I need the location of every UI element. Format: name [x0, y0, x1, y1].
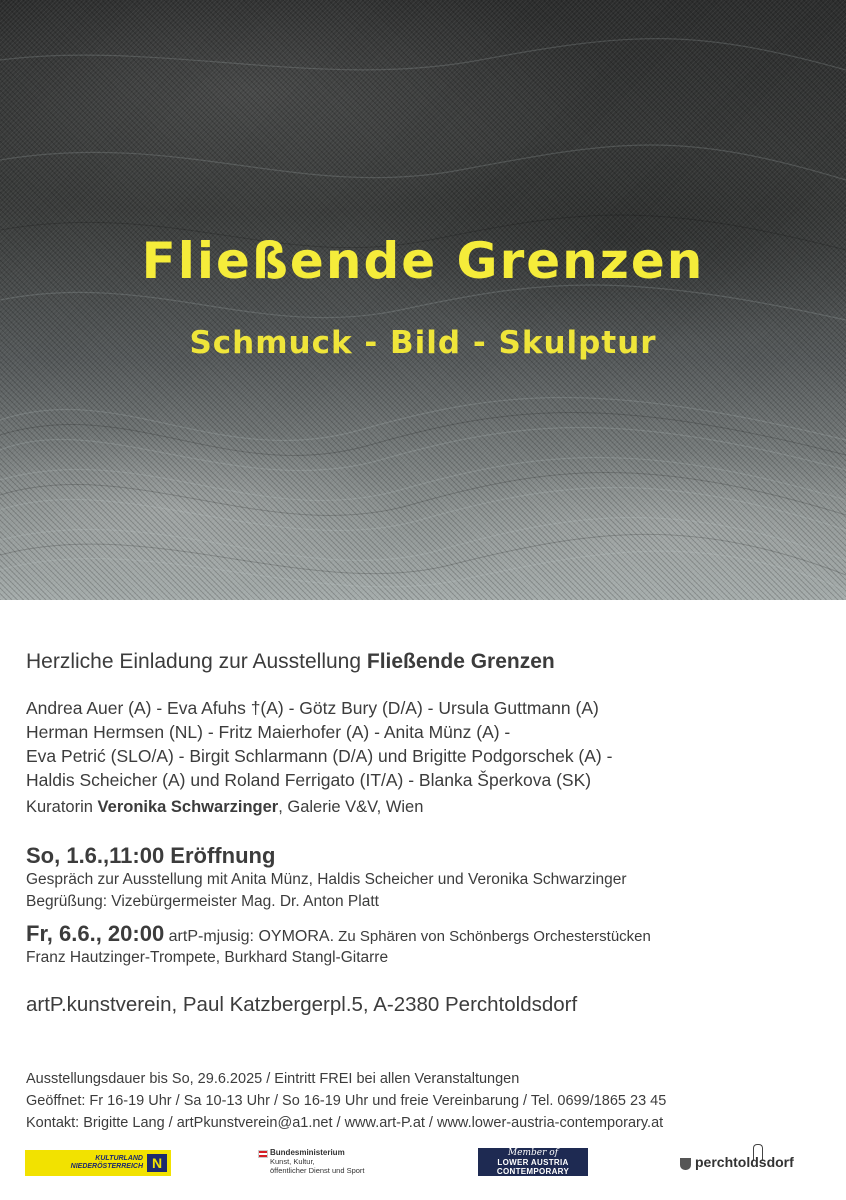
- ministry-line1: Bundesministerium: [270, 1148, 345, 1157]
- coat-of-arms-icon: [680, 1158, 691, 1170]
- artist-line: Herman Hermsen (NL) - Fritz Maierhofer (A) - Anita Münz (A) -: [26, 722, 511, 742]
- invitation-prefix: Herzliche Einladung zur Ausstellung: [26, 650, 367, 673]
- lac-line1: LOWER AUSTRIA: [497, 1158, 569, 1167]
- perchtoldsdorf-wordmark: perchtoldsdorf: [695, 1154, 794, 1170]
- concert-description: Zu Sphären von Schönbergs Orchesterstücken: [334, 928, 651, 945]
- concert-event: [26, 921, 826, 969]
- concert-heading: [26, 921, 826, 947]
- exhibition-title: Fließende Grenzen: [141, 232, 705, 290]
- curator-prefix: Kuratorin: [26, 798, 98, 816]
- ministry-line3: öffentlicher Dienst und Sport: [270, 1166, 365, 1175]
- opening-hours: Geöffnet: Fr 16-19 Uhr / Sa 10-13 Uhr / So 16-19 Uhr und freie Vereinbarung / Tel. 0699/1865 23 45: [26, 1093, 667, 1109]
- artist-line: Andrea Auer (A) - Eva Afuhs †(A) - Götz Bury (D/A) - Ursula Guttmann (A): [26, 698, 599, 718]
- opening-event: [26, 843, 826, 913]
- invitation-exhibition-name: Fließende Grenzen: [366, 650, 555, 673]
- concert-title: artP-mjusig: OYMORA.: [164, 928, 335, 945]
- austria-flag-icon: [258, 1150, 268, 1158]
- artist-line: Eva Petrić (SLO/A) - Birgit Schlarmann (D/A) und Brigitte Podgorschek (A) -: [26, 746, 613, 766]
- perchtoldsdorf-logo: [680, 1152, 794, 1178]
- opening-talk: Gespräch zur Ausstellung mit Anita Münz, Haldis Scheicher und Veronika Schwarzinger: [26, 871, 627, 888]
- ministry-line2: Kunst, Kultur,: [270, 1157, 315, 1166]
- ministry-logo: [258, 1148, 398, 1182]
- kulturland-logo: [25, 1150, 171, 1176]
- kulturland-line2: NIEDERÖSTERREICH: [70, 1163, 143, 1170]
- opening-date: So, 1.6.,11:00 Eröffnung: [26, 843, 276, 868]
- lac-member: Member of: [507, 1148, 559, 1158]
- curator-line: [26, 798, 826, 817]
- invitation-heading: [26, 650, 826, 674]
- exhibition-subtitle: Schmuck - Bild - Skulptur: [189, 325, 657, 361]
- curator-name: Veronika Schwarzinger: [97, 798, 279, 816]
- concert-performers: Franz Hautzinger-Trompete, Burkhard Stangl-Gitarre: [26, 949, 389, 966]
- lac-line2: CONTEMPORARY: [496, 1167, 570, 1176]
- contact-line: Kontakt: Brigitte Lang / artPkunstverein@a1.net / www.art-P.at / www.lower-austria-contemporary.at: [26, 1115, 664, 1131]
- exhibition-duration: Ausstellungsdauer bis So, 29.6.2025 / Eintritt FREI bei allen Veranstaltungen: [26, 1071, 520, 1087]
- kulturland-line1: KULTURLAND: [95, 1155, 143, 1162]
- artist-line: Haldis Scheicher (A) und Roland Ferrigato (IT/A) - Blanka Šperkova (SK): [26, 770, 592, 790]
- venue-address: artP.kunstverein, Paul Katzbergerpl.5, A-2380 Perchtoldsdorf: [26, 993, 578, 1016]
- invitation-content: [26, 650, 826, 1017]
- footer-info: [26, 1068, 826, 1134]
- concert-date: Fr, 6.6., 20:00: [26, 921, 165, 946]
- lower-austria-contemporary-logo: [478, 1148, 588, 1176]
- artist-list: [26, 696, 826, 792]
- curator-gallery: , Galerie V&V, Wien: [278, 798, 424, 816]
- kulturland-n-icon: N: [147, 1154, 167, 1172]
- opening-welcome: Begrüßung: Vizebürgermeister Mag. Dr. Anton Platt: [26, 893, 379, 910]
- sponsor-logos: [0, 1140, 846, 1190]
